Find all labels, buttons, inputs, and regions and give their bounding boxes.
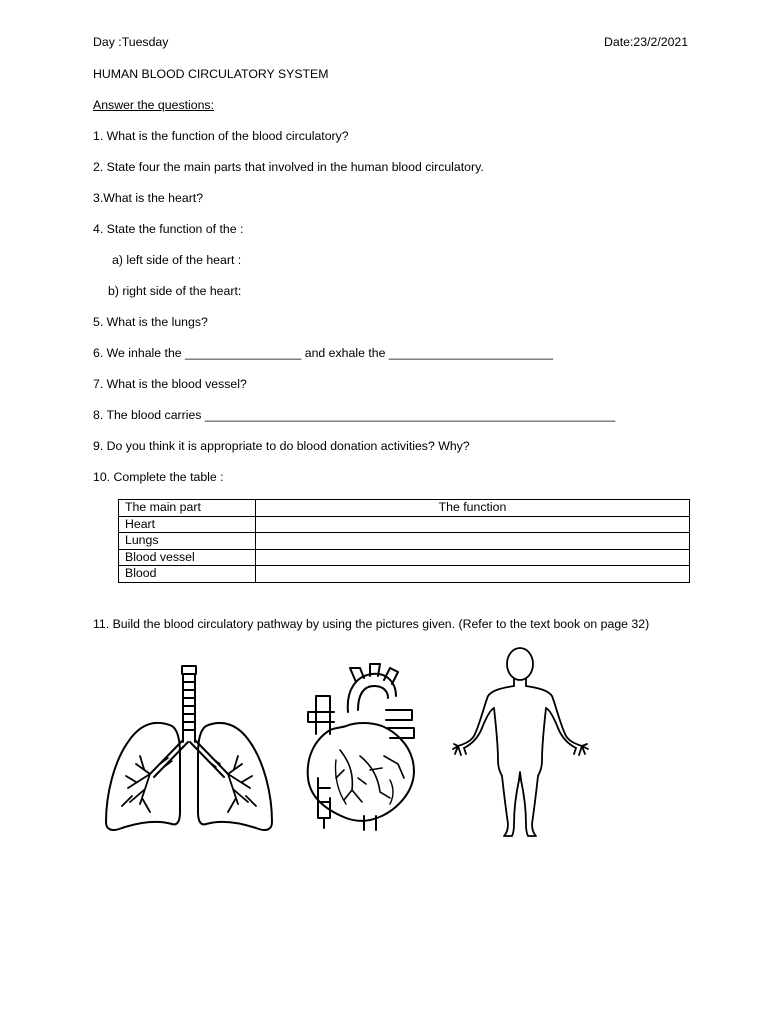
cell-function[interactable]	[256, 566, 690, 583]
worksheet-title: HUMAN BLOOD CIRCULATORY SYSTEM	[93, 67, 329, 81]
day-label: Day :Tuesday	[93, 35, 169, 49]
parts-function-table	[118, 499, 690, 583]
cell-part: Heart	[119, 516, 256, 533]
date-label: Date:23/2/2021	[604, 35, 689, 49]
question-7: 7. What is the blood vessel?	[93, 377, 247, 391]
question-10: 10. Complete the table :	[93, 470, 224, 484]
cell-function[interactable]	[256, 549, 690, 566]
question-4a: a) left side of the heart :	[112, 253, 242, 267]
cell-function[interactable]	[256, 533, 690, 550]
question-9: 9. Do you think it is appropriate to do blood donation activities? Why?	[93, 439, 470, 453]
question-2: 2. State four the main parts that involved in the human blood circulatory.	[93, 160, 484, 174]
cell-part: Blood vessel	[119, 549, 256, 566]
lungs-icon	[100, 664, 278, 836]
question-3: 3.What is the heart?	[93, 191, 204, 205]
table-row	[119, 566, 690, 583]
cell-part: Lungs	[119, 533, 256, 550]
question-8: 8. The blood carries ____________________________________________________________	[93, 408, 616, 422]
instruction: Answer the questions:	[93, 98, 214, 112]
human-body-icon	[450, 644, 592, 840]
question-5: 5. What is the lungs?	[93, 315, 208, 329]
question-4b: b) right side of the heart:	[108, 284, 242, 298]
table-row	[119, 533, 690, 550]
question-6: 6. We inhale the _________________ and exhale the ________________________	[93, 346, 553, 360]
question-11: 11. Build the blood circulatory pathway by using the pictures given. (Refer to the text book on page 32)	[93, 617, 650, 631]
cell-function[interactable]	[256, 516, 690, 533]
table-row	[119, 516, 690, 533]
question-4: 4. State the function of the :	[93, 222, 244, 236]
heart-icon	[300, 660, 428, 832]
table-row	[119, 549, 690, 566]
cell-part: Blood	[119, 566, 256, 583]
header-function: The function	[256, 500, 690, 517]
question-1: 1. What is the function of the blood circulatory?	[93, 129, 349, 143]
header-main-part: The main part	[119, 500, 256, 517]
table-header-row	[119, 500, 690, 517]
